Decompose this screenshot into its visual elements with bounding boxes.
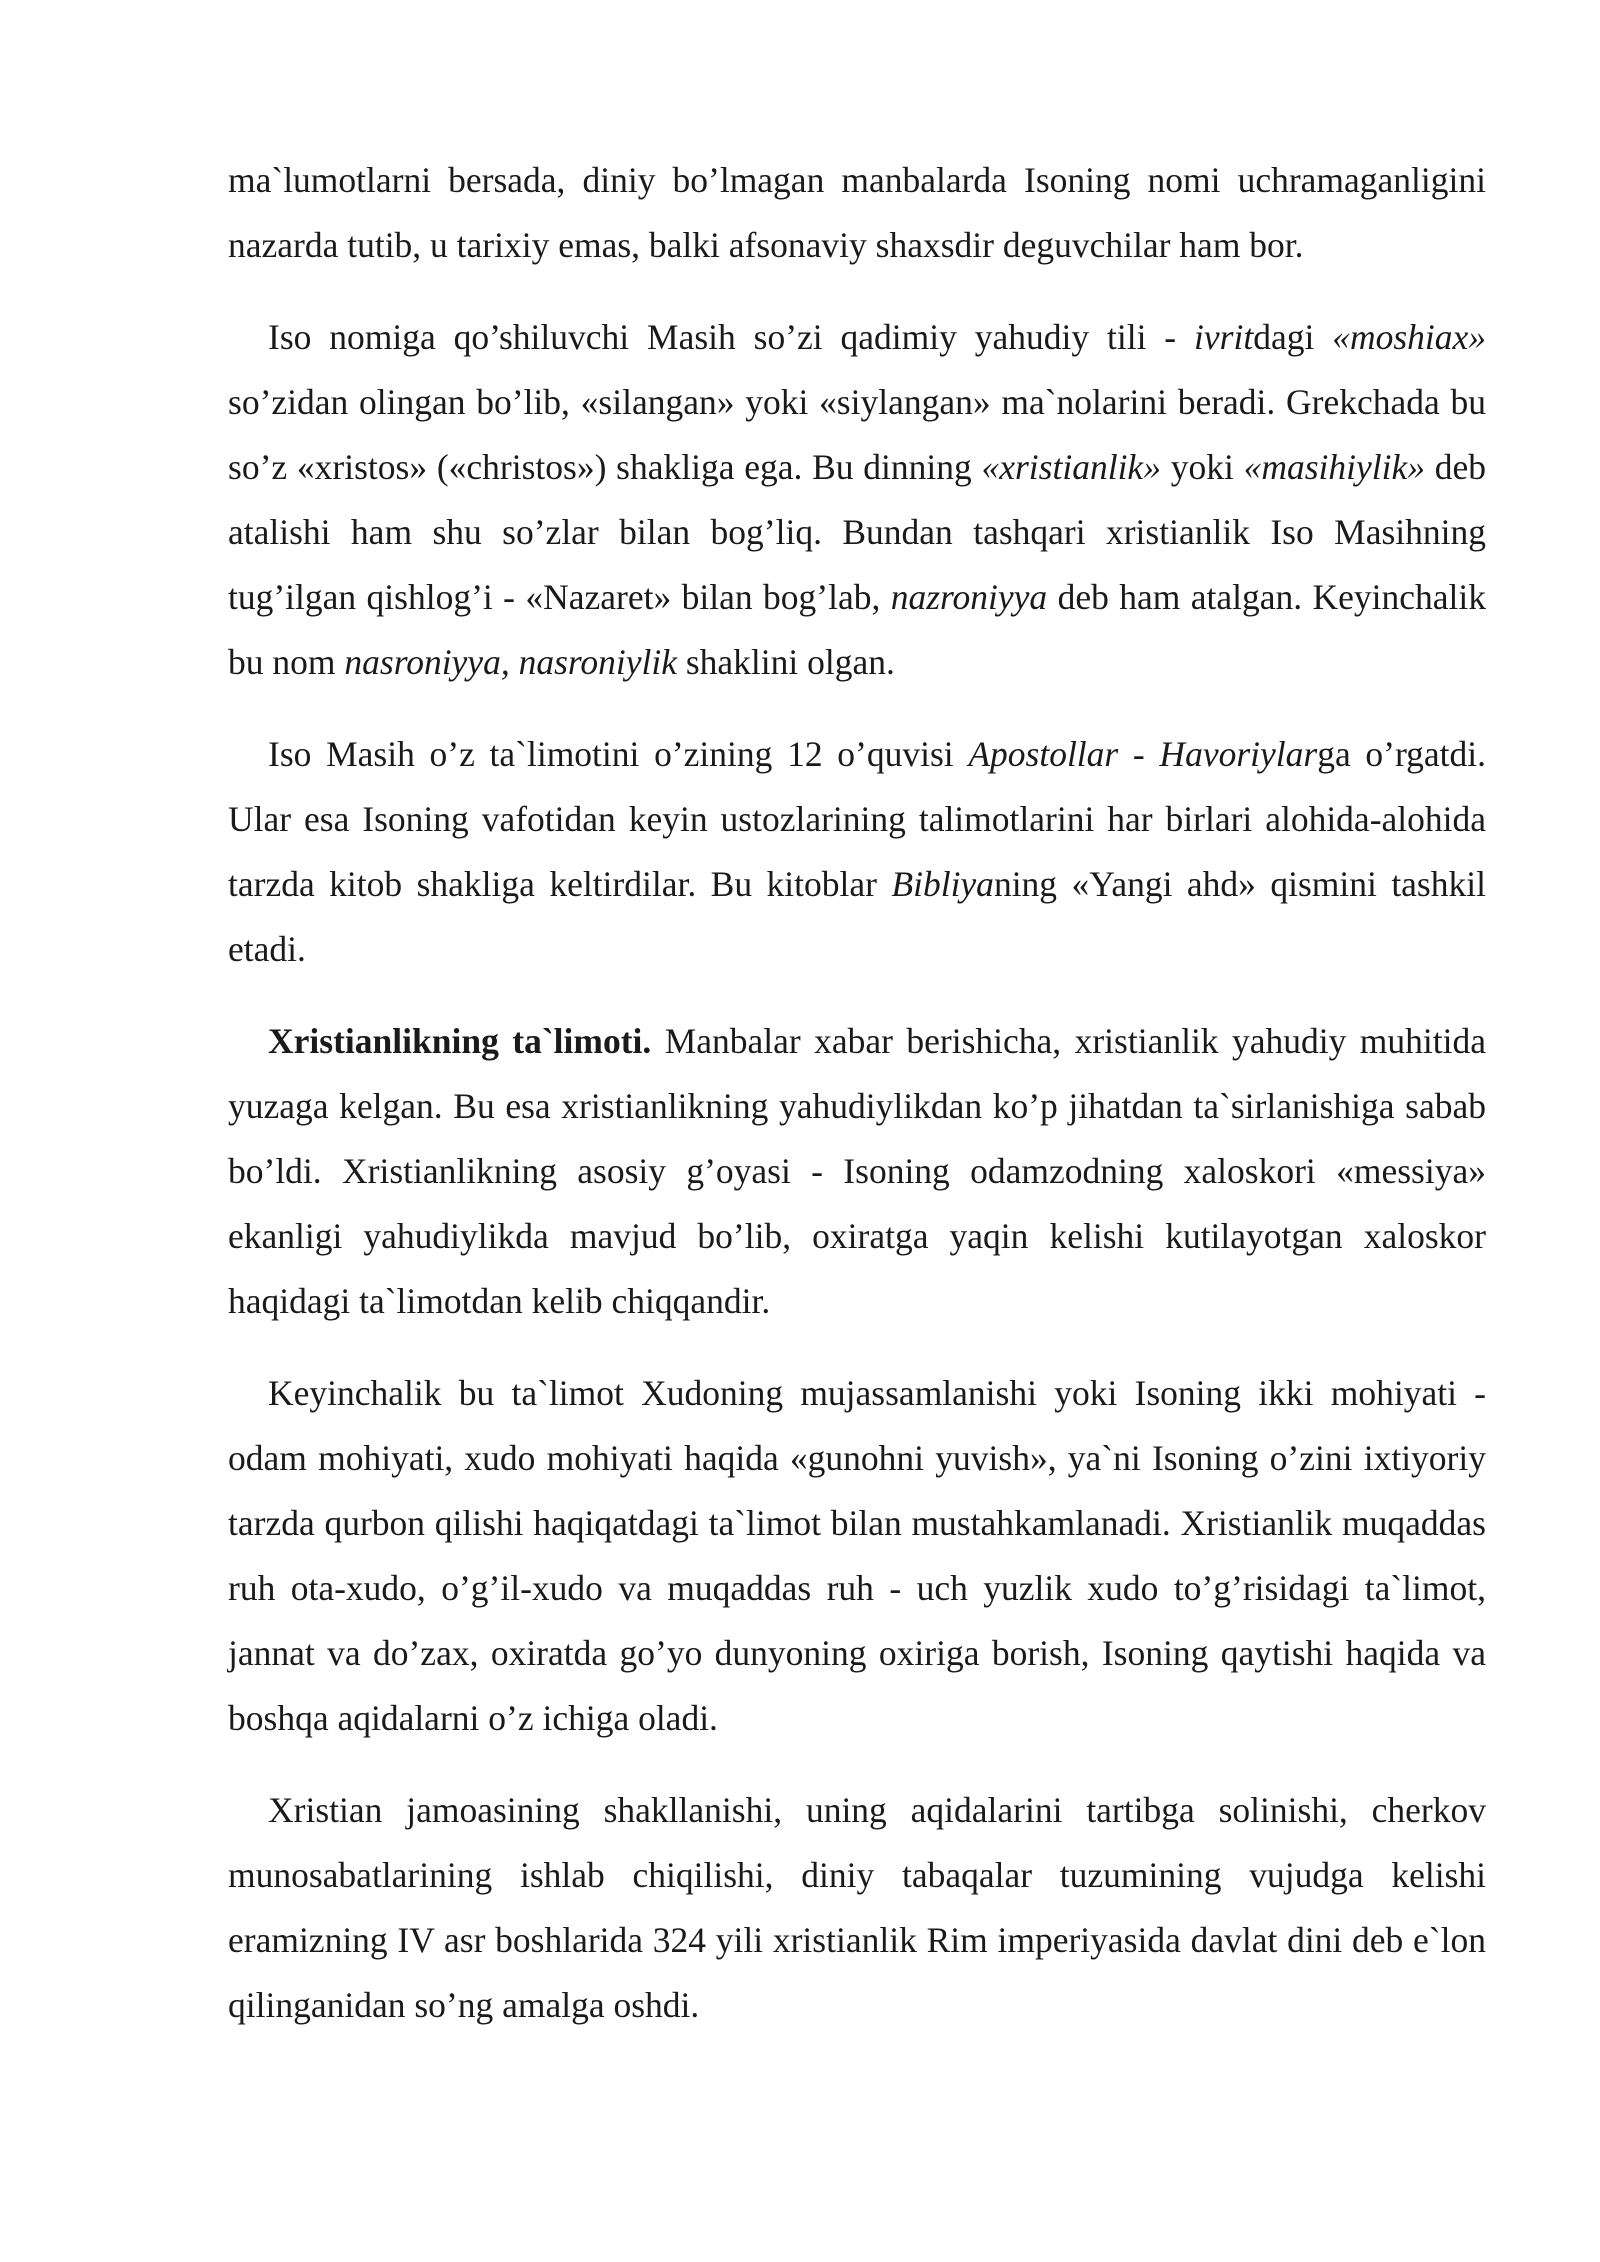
term-bibliya: Bibliya: [891, 864, 994, 904]
section-heading: Xristianlikning ta`limoti.: [268, 1021, 652, 1061]
paragraph-2-text: Iso nomiga qo’shiluvchi Masih so’zi qadimiy yahudiy tili -: [268, 317, 1195, 357]
paragraph-4: [228, 1009, 1486, 1334]
term-nazroniyya: nazroniyya: [890, 577, 1048, 617]
term-ivrit: ivrit: [1194, 317, 1254, 357]
paragraph-6: [228, 1778, 1486, 2038]
paragraph-3: [228, 722, 1486, 982]
paragraph-2-text: deb ham atalgan. Keyinchalik bu nom: [228, 577, 1486, 682]
paragraph-3-text: ning «Yangi ahd» qismini tashkil etadi.: [228, 864, 1486, 969]
paragraph-2-text: dagi: [1253, 317, 1333, 357]
paragraph-1-text: ma`lumotlarni bersada, diniy bo’lmagan manbalarda Isoning nomi uchramaganligini nazarda tutib, u tarixiy emas, balki afsonaviy shaxsdir deguvchilar ham bor.: [228, 160, 1486, 265]
paragraph-2: [228, 305, 1486, 695]
paragraph-4-text: Manbalar xabar berishicha, xristianlik yahudiy muhitida yuzaga kelgan. Bu esa xristianlikning yahudiylikdan ko’p jihatdan ta`sirlanishiga sabab bo’ldi. Xristianlikning asosiy g’oyasi - Isoning odamzodning xaloskori «messiya» ekanligi yahudiylikda mavjud bo’lib, oxiratga yaqin kelishi kutilayotgan xaloskor haqidagi ta`limotdan kelib chiqqandir.: [228, 1021, 1487, 1321]
paragraph-2-text: so’zidan olingan bo’lib, «silangan» yoki «siylangan» ma`nolarini beradi. Grekchada bu so’z «xristos» («christos») shakliga ega. Bu dinning: [228, 382, 1486, 487]
term-moshiax: «moshiax»: [1332, 317, 1487, 357]
paragraph-2-text: deb atalishi ham shu so’zlar bilan bog’liq. Bundan tashqari xristianlik Iso Masihning tug’ilgan qishlog’i - «Nazaret» bilan bog’lab,: [228, 447, 1486, 617]
document-body: [228, 148, 1486, 2065]
paragraph-1: [228, 148, 1486, 278]
paragraph-6-text: Xristian jamoasining shakllanishi, uning aqidalarini tartibga solinishi, cherkov munosabatlarining ishlab chiqilishi, diniy tabaqalar tuzumining vujudga kelishi eramizning IV asr boshlarida 324 yili xristianlik Rim imperiyasida davlat dini deb e`lon qilinganidan so’ng amalga oshdi.: [228, 1790, 1486, 2025]
paragraph-5-text: Keyinchalik bu ta`limot Xudoning mujassamlanishi yoki Isoning ikki mohiyati - odam mohiyati, xudo mohiyati haqida «gunohni yuvish», ya`ni Isoning o’zini ixtiyoriy tarzda qurbon qilishi haqiqatdagi ta`limot bilan mustahkamlanadi. Xristianlik muqaddas ruh ota-xudo, o’g’il-xudo va muqaddas ruh - uch yuzlik xudo to’g’risidagi ta`limot, jannat va do’zax, oxiratda go’yo dunyoning oxiriga borish, Isoning qaytishi haqida va boshqa aqidalarni o’z ichiga oladi.: [228, 1373, 1486, 1738]
term-apostollar: Apostollar - Havoriylar: [968, 734, 1318, 774]
paragraph-2-text: yoki: [1160, 447, 1244, 487]
term-xristianlik: «xristianlik»: [981, 447, 1161, 487]
paragraph-5: [228, 1361, 1486, 1751]
term-masihiylik: «masihiylik»: [1243, 447, 1425, 487]
term-nasroniyya: nasroniyya, nasroniylik: [344, 642, 677, 682]
paragraph-3-text: ga o’rgatdi. Ular esa Isoning vafotidan keyin ustozlarining talimotlarini har birlari alohida-alohida tarzda kitob shakliga keltirdilar. Bu kitoblar: [228, 734, 1486, 904]
paragraph-2-text: shaklini olgan.: [676, 642, 895, 682]
paragraph-3-text: Iso Masih o’z ta`limotini o’zining 12 o’quvisi: [268, 734, 969, 774]
